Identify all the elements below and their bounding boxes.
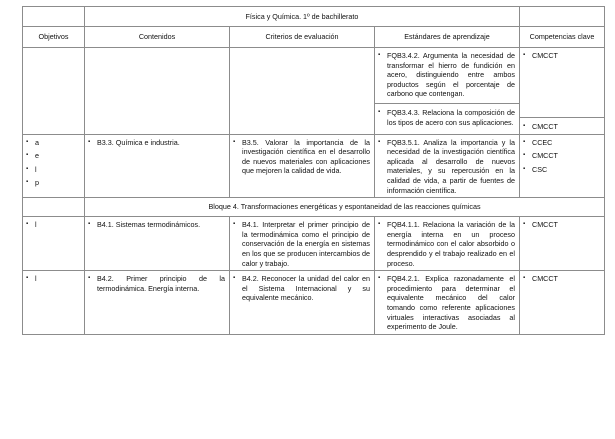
list-item (26, 165, 80, 175)
estandares-cell (375, 271, 520, 335)
bullet-icon: ▪ (26, 179, 29, 186)
block-row (23, 198, 605, 217)
list-item (378, 108, 515, 127)
contenido-text: B4.2. Primer principio de la termodinámica. Energía interna. (97, 274, 225, 293)
competencias-cell (520, 217, 605, 271)
bullet-icon: ▪ (378, 138, 381, 145)
table-row (23, 271, 605, 335)
list-item (26, 138, 80, 148)
objetivo-text: l (35, 274, 37, 284)
block-title: Bloque 4. Transformaciones energéticas y espontaneidad de las reacciones químicas (85, 198, 605, 217)
estandares-cell (375, 48, 520, 135)
competencia-text: CMCCT (532, 122, 558, 131)
list-item (523, 220, 600, 230)
bullet-icon: ▪ (523, 138, 526, 145)
list-item (378, 51, 515, 99)
criterios-cell (230, 48, 375, 135)
competencias-cell (520, 48, 605, 135)
list-item (523, 122, 600, 132)
bullet-icon: ▪ (26, 138, 29, 145)
list-item (233, 220, 370, 268)
bullet-icon: ▪ (378, 52, 381, 58)
objetivo-text: l (35, 220, 37, 230)
competencia-text: CMCCT (532, 274, 558, 284)
objetivos-cell (23, 48, 85, 135)
criterio-text: B4.1. Interpretar el primer principio de la termodinámica como el principio de conservación de la energía en sistemas en los que se producen intercambios de calor y trabajo. (242, 220, 370, 268)
estandar-text: FQB4.1.1. Relaciona la variación de la energía interna en un proceso termodinámico con el calor absorbido o desprendido y el trabajo realizado en el proceso. (387, 220, 515, 268)
bullet-icon: ▪ (88, 275, 91, 282)
title-empty-cell (520, 7, 605, 27)
bullet-icon: ▪ (523, 165, 526, 172)
contenidos-cell (85, 48, 230, 135)
list-item (26, 178, 80, 188)
competencia-text: CCEC (532, 137, 553, 147)
competencia-text: CSC (532, 164, 548, 174)
criterios-cell (230, 134, 375, 198)
bullet-icon: ▪ (523, 275, 526, 282)
objetivo-text: l (35, 164, 37, 174)
bullet-icon: ▪ (523, 123, 526, 129)
objetivo-text: a (35, 137, 39, 147)
list-item (26, 151, 80, 161)
block-empty-cell (23, 198, 85, 217)
estandares-cell (375, 217, 520, 271)
table-row (23, 217, 605, 271)
list-item (233, 138, 370, 176)
objetivo-text: e (35, 151, 39, 161)
header-contenidos: Contenidos (85, 27, 230, 48)
bullet-icon: ▪ (523, 221, 526, 228)
list-item (523, 138, 600, 148)
title-row (23, 7, 605, 27)
list-item (88, 220, 225, 230)
table-row (23, 48, 605, 135)
header-objetivos: Objetivos (23, 27, 85, 48)
competencia-text: CMCCT (532, 51, 558, 60)
objetivos-cell (23, 134, 85, 198)
list-item (523, 51, 600, 113)
list-item (523, 165, 600, 175)
criterios-cell (230, 217, 375, 271)
competencia-text: CMCCT (532, 220, 558, 230)
contenido-text: B3.3. Química e industria. (97, 137, 180, 147)
header-row (23, 27, 605, 48)
contenido-text: B4.1. Sistemas termodinámicos. (97, 220, 201, 230)
bullet-icon: ▪ (26, 165, 29, 172)
estandar-text: FQB3.4.2. Argumenta la necesidad de transformar el hierro de fundición en acero, distinguiendo entre ambos productos según el porcentaje de carbono que contengan. (387, 51, 515, 99)
bullet-icon: ▪ (88, 221, 91, 228)
list-item (523, 151, 600, 161)
divider (375, 103, 519, 104)
competencias-cell (520, 134, 605, 198)
estandar-text: FQB4.2.1. Explica razonadamente el procedimiento para determinar el equivalente mecánico del calor tomando como referente aplicaciones virtuales interactivas asociadas al experimento de Joule. (387, 274, 515, 332)
header-estandares: Estándares de aprendizaje (375, 27, 520, 48)
divider (520, 117, 604, 118)
bullet-icon: ▪ (88, 138, 91, 145)
estandar-text: FQB3.4.3. Relaciona la composición de los tipos de acero con sus aplicaciones. (387, 107, 515, 127)
objetivos-cell (23, 217, 85, 271)
list-item (378, 220, 515, 268)
estandares-cell (375, 134, 520, 198)
list-item (88, 138, 225, 148)
bullet-icon: ▪ (233, 275, 236, 282)
objetivos-cell (23, 271, 85, 335)
bullet-icon: ▪ (233, 138, 236, 145)
competencia-text: CMCCT (532, 151, 558, 161)
bullet-icon: ▪ (378, 221, 381, 228)
list-item (378, 274, 515, 332)
bullet-icon: ▪ (378, 108, 381, 115)
bullet-icon: ▪ (26, 152, 29, 159)
list-item (26, 220, 80, 230)
contenidos-cell (85, 134, 230, 198)
bullet-icon: ▪ (523, 152, 526, 159)
curriculum-table (22, 6, 605, 335)
list-item (26, 274, 80, 284)
bullet-icon: ▪ (26, 221, 29, 228)
criterio-text: B4.2. Reconocer la unidad del calor en el Sistema Internacional y su equivalente mecánico. (242, 274, 370, 303)
bullet-icon: ▪ (233, 221, 236, 228)
estandar-text: FQB3.5.1. Analiza la importancia y la necesidad de la investigación científica aplicada al desarrollo de nuevos materiales, y su repercusión en la calidad de vida, a partir de fuentes de información científica. (387, 137, 515, 195)
competencias-cell (520, 271, 605, 335)
contenidos-cell (85, 217, 230, 271)
objetivo-text: p (35, 178, 39, 188)
criterios-cell (230, 271, 375, 335)
bullet-icon: ▪ (523, 52, 526, 58)
header-competencias: Competencias clave (520, 27, 605, 48)
bullet-icon: ▪ (26, 275, 29, 282)
bullet-icon: ▪ (378, 275, 381, 282)
table-title: Física y Química. 1º de bachillerato (85, 7, 520, 27)
list-item (378, 138, 515, 196)
list-item (88, 274, 225, 293)
criterio-text: B3.5. Valorar la importancia de la investigación científica en el desarrollo de nuevos materiales con aplicaciones que mejoren la calidad de vida. (242, 137, 370, 176)
title-empty-cell (23, 7, 85, 27)
table-row (23, 134, 605, 198)
list-item (233, 274, 370, 303)
list-item (523, 274, 600, 284)
header-criterios: Criterios de evaluación (230, 27, 375, 48)
contenidos-cell (85, 271, 230, 335)
